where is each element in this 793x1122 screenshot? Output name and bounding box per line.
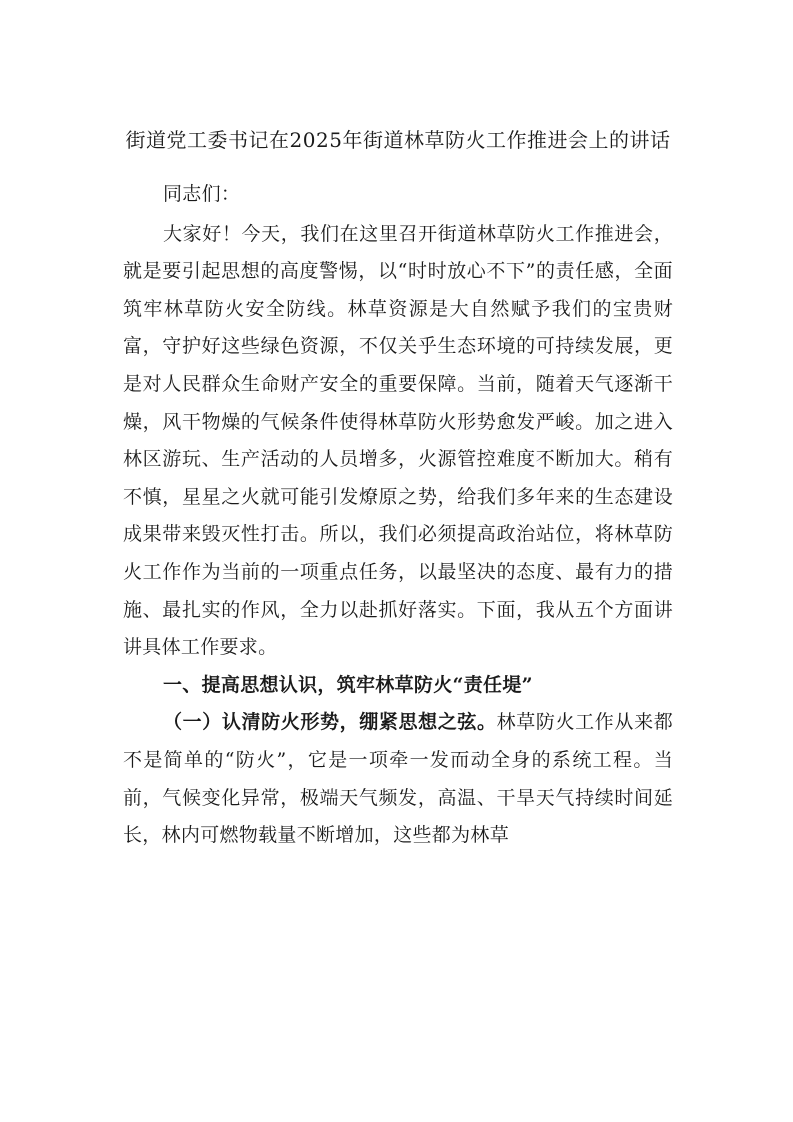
- document-page: [123, 118, 673, 855]
- subsection-paragraph-1: [123, 704, 673, 854]
- section-heading-1: 一、提高思想认识，筑牢林草防火“责任堤”: [163, 673, 533, 696]
- title-block: [123, 118, 673, 162]
- salutation: 同志们：: [163, 183, 241, 205]
- subsection-body-1: 林草防火工作从来都不是简单的“防火”，它是一项牵一发而动全身的系统工程。当前，气候变化异常，极端天气频发，高温、干旱天气持续时间延长，林内可燃物载量不断增加，这些都为林草: [123, 711, 673, 847]
- subsection-lead-1: （一）认清防火形势，绷紧思想之弦。: [163, 711, 497, 734]
- intro-paragraph: 大家好！今天，我们在这里召开街道林草防火工作推进会，就是要引起思想的高度警惕，以“时时放心不下”的责任感，全面筑牢林草防火安全防线。林草资源是大自然赋予我们的宝贵财富，守护好这些绿色资源，不仅关乎生态环境的可持续发展，更是对人民群众生命财产安全的重要保障。当前，随着天气逐渐干燥，风干物燥的气候条件使得林草防火形势愈发严峻。加之进入林区游玩、生产活动的人员增多，火源管控难度不断加大。稍有不慎，星星之火就可能引发燎原之势，给我们多年来的生态建设成果带来毁灭性打击。所以，我们必须提高政治站位，将林草防火工作作为当前的一项重点任务，以最坚决的态度、最有力的措施、最扎实的作风，全力以赴抓好落实。下面，我从五个方面讲讲具体工作要求。: [123, 222, 673, 659]
- document-title: 街道党工委书记在2025年街道林草防火工作推进会上的讲话: [125, 128, 671, 152]
